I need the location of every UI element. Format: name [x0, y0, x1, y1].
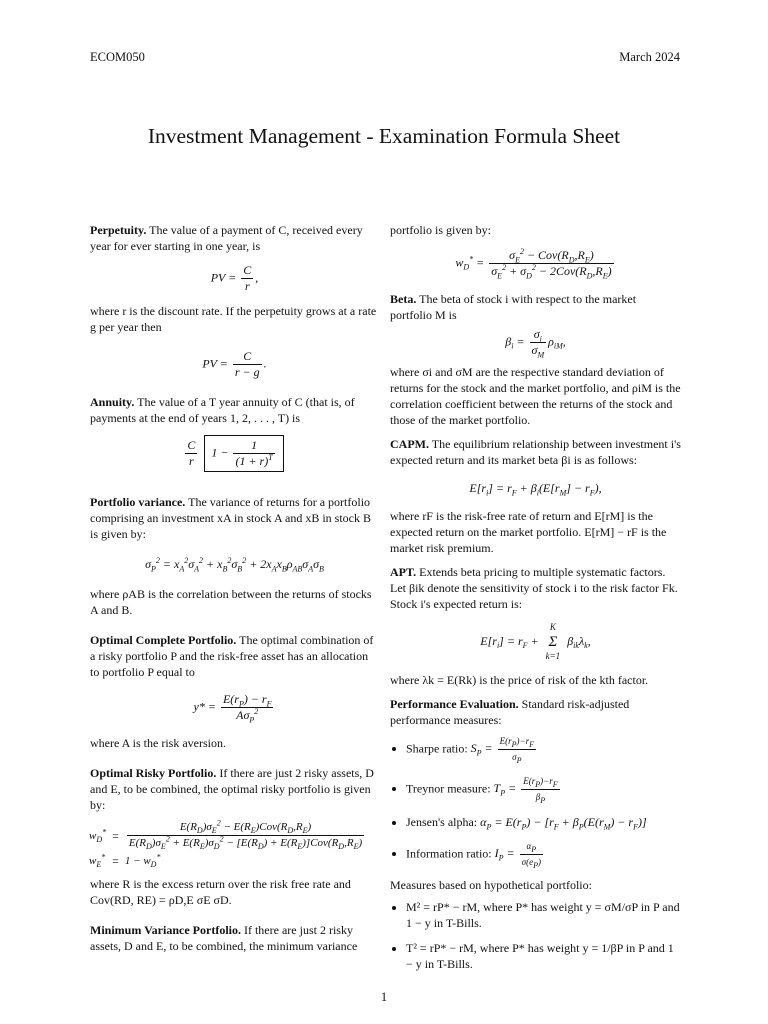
beta-after: where σi and σM are the respective standard deviation of returns for the stock and the market portfolio, and ρiM is the correlation coefficient between the returns of the stock and those of the market portfolio.: [390, 365, 681, 427]
beta-formula: $\beta_i$ = $\frac{\sigma_i}{\sigma_M}$ $\rho_{iM}$,: [505, 327, 566, 360]
ocp-section: [90, 632, 379, 680]
capm-heading: CAPM.: [390, 437, 429, 451]
perpetuity-text: The value of a payment of C, received every year for ever starting in one year, is: [90, 223, 363, 253]
header-course: ECOM050: [90, 50, 145, 64]
beta-heading: Beta.: [390, 292, 417, 306]
annuity-section: [90, 394, 379, 426]
list-item: • M² = rP* − rM, where P* has weight y = σM/σP in P and 1 − y in T-Bills.: [406, 899, 681, 931]
portfolio-variance-after: where ρAB is the correlation between the returns of stocks A and B.: [90, 587, 372, 617]
perpetuity-formula: PV = $\frac{C}{r}$ ,: [210, 263, 259, 293]
capm-section: [390, 436, 681, 468]
portfolio-variance-section: [90, 494, 379, 542]
apt-section: [390, 564, 681, 612]
page-number: 1: [380, 990, 388, 1004]
hyp-list: [390, 899, 681, 972]
orp-heading: Optimal Risky Portfolio.: [90, 766, 217, 780]
annuity-heading: Annuity.: [90, 395, 135, 409]
perpetuity-heading: Perpetuity.: [90, 223, 147, 237]
ocp-after: where A is the risk aversion.: [90, 736, 226, 750]
sharpe-label: Sharpe ratio:: [406, 741, 468, 756]
ocp-text: The optimal combination of a risky portfolio P and the risk-free asset has an allocation to portfolio P equal to: [90, 633, 374, 679]
annuity-text: The value of a T year annuity of C (that is, of payments at the end of years 1, 2, . . . , T) is: [90, 395, 355, 425]
orp-text: If there are just 2 risky assets, D and E, to be combined, the optimal risky portfolio is given by:: [90, 766, 374, 812]
capm-after: where rF is the risk-free rate of return and E[rM] is the expected return on the market portfolio. E[rM] − rF is the market risk premium.: [390, 509, 667, 555]
hyp-text: Measures based on hypothetical portfolio:: [390, 878, 592, 892]
orp-section: [90, 765, 379, 813]
perf-section: [390, 696, 681, 728]
left-column: [90, 222, 379, 954]
right-column: [390, 222, 681, 981]
mvp-continued: portfolio is given by:: [390, 223, 491, 237]
perpetuity-after: where r is the discount rate. If the perpetuity grows at a rate g per year then: [90, 304, 377, 334]
list-item: • Jensen's alpha: $\alpha_P = E(r_P) - [r_F + \beta_P(E(r_M) - r_F)]$: [406, 814, 681, 830]
portfolio-variance-formula: $\sigma_P^2 = x_A^2\sigma_A^2 + x_B^2\sigma_B^2 + 2x_Ax_B\rho_{AB}\sigma_A\sigma_B$: [145, 556, 324, 574]
perf-text: Standard risk-adjusted performance measures:: [390, 697, 630, 727]
info-label: Information ratio:: [406, 846, 492, 861]
ocp-heading: Optimal Complete Portfolio.: [90, 633, 237, 647]
capm-text: The equilibrium relationship between investment i's expected return and its market beta βi is as follows:: [390, 437, 681, 467]
apt-after: where λk = E(Rk) is the price of risk of the kth factor.: [390, 673, 649, 687]
mvp-section: [90, 922, 379, 954]
jensen-label: Jensen's alpha:: [406, 815, 478, 829]
apt-formula: $E[r_i] = r_F$ + K Σ k=1 $\beta_{ik}\lambda_k$,: [480, 622, 591, 661]
header-date: March 2024: [619, 50, 680, 64]
annuity-formula: $\frac{C}{r}$ 1 − $\frac{1}{(1 + r)^T}$: [90, 435, 379, 472]
page-title: Investment Management - Examination Formula Sheet: [147, 124, 621, 148]
ocp-formula: y* = $\frac{E(r_P) - r_F}{A\sigma_P^2}$: [193, 692, 272, 725]
portfolio-variance-text: The variance of returns for a portfolio comprising an investment xA in stock A and xB in stock B is given by:: [90, 495, 371, 541]
mvp-text: If there are just 2 risky assets, D and E, to be combined, the minimum variance: [90, 923, 358, 953]
orp-formula: $w_D^*$ = $\frac{E(R_D)\sigma_E^2 - E(R_E)Cov(R_D,R_E)}{E(R_D)\sigma_E^2 + E(R_E)\sigma_D^2 - [E(R_D) + E(R_E)]Cov(R_D,R_E)}$ $w_E^*$ = $1 - w_D^*$: [89, 818, 363, 870]
portfolio-variance-heading: Portfolio variance.: [90, 495, 186, 509]
perpetuity-section: [90, 222, 379, 254]
mvp-formula: $w_D^*$ = $\frac{\sigma_E^2 - Cov(R_D,R_E)}{\sigma_E^2 + \sigma_D^2 - 2Cov(R_D,R_E)}$: [455, 247, 612, 281]
apt-heading: APT.: [390, 565, 417, 579]
mvp-heading: Minimum Variance Portfolio.: [90, 923, 241, 937]
perf-list: [390, 734, 681, 870]
list-item: • Treynor measure: $T_P$ = $\frac{E(r_P)-r_F}{\beta_P}$: [406, 774, 681, 805]
list-item: • Information ratio: $I_P$ = $\frac{\alpha_P}{\sigma(e_P)}$: [406, 839, 681, 870]
perf-heading: Performance Evaluation.: [390, 697, 519, 711]
orp-after: where R is the excess return over the risk free rate and Cov(RD, RE) = ρD,E σE σD.: [90, 877, 351, 907]
treynor-label: Treynor measure:: [406, 781, 491, 796]
growing-perpetuity-formula: PV = $\frac{C}{r - g}$ .: [202, 349, 267, 379]
beta-text: The beta of stock i with respect to the market portfolio M is: [390, 292, 637, 322]
list-item: • Sharpe ratio: $S_P$ = $\frac{E(r_P)-r_F}{\sigma_P}$: [406, 734, 681, 765]
apt-text: Extends beta pricing to multiple systematic factors. Let βik denote the sensitivity of stock i to the risk factor Fk. Stock i's expected return is:: [390, 565, 678, 611]
capm-formula: $E[r_i] = r_F + \beta_i(E[r_M] - r_F)$,: [469, 481, 602, 498]
list-item: • T² = rP* − rM, where P* has weight y = 1/βP in P and 1 − y in T-Bills.: [406, 940, 681, 972]
beta-section: [390, 291, 681, 323]
